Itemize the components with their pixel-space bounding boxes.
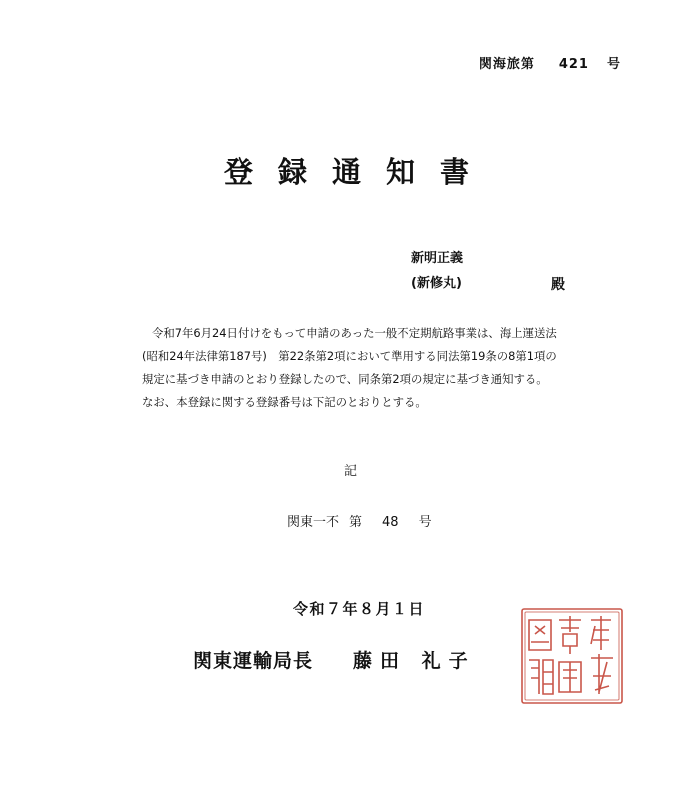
official-seal-stamp	[519, 606, 625, 706]
document-number-prefix: 関海旅第	[478, 57, 535, 72]
document-title: 登録通知書	[224, 155, 495, 189]
issue-date: 令和７年８月１日	[293, 600, 426, 618]
body-line: (昭和24年法律第187号) 第22条第2項において準用する同法第19条の8第1項の	[142, 349, 557, 363]
ki-label: 記	[344, 464, 358, 479]
issuer	[193, 646, 476, 673]
registration-suffix: 号	[418, 515, 432, 530]
addressee-ship-name: (新修丸)	[411, 276, 462, 291]
registration-value: 48	[382, 515, 399, 530]
registration-label: 第	[349, 515, 363, 530]
registration-number	[287, 511, 432, 530]
addressee-name: 新明正義	[411, 251, 464, 266]
issuer-name: 藤田 礼子	[353, 650, 476, 672]
registration-prefix: 関東一不	[287, 515, 340, 530]
body-line: 令和7年6月24日付けをもって申請のあった一般不定期航路事業は、海上運送法	[152, 326, 557, 340]
document-number	[479, 53, 621, 72]
addressee-honorific: 殿	[551, 277, 565, 293]
body-line: なお、本登録に関する登録番号は下記のとおりとする。	[142, 395, 427, 409]
document-number-value: 421	[558, 57, 589, 72]
body-paragraph	[142, 322, 602, 414]
body-line: 規定に基づき申請のとおり登録したので、同条第2項の規定に基づき通知する。	[142, 372, 548, 386]
issuer-title: 関東運輸局長	[193, 650, 314, 672]
document-number-suffix: 号	[606, 57, 621, 72]
